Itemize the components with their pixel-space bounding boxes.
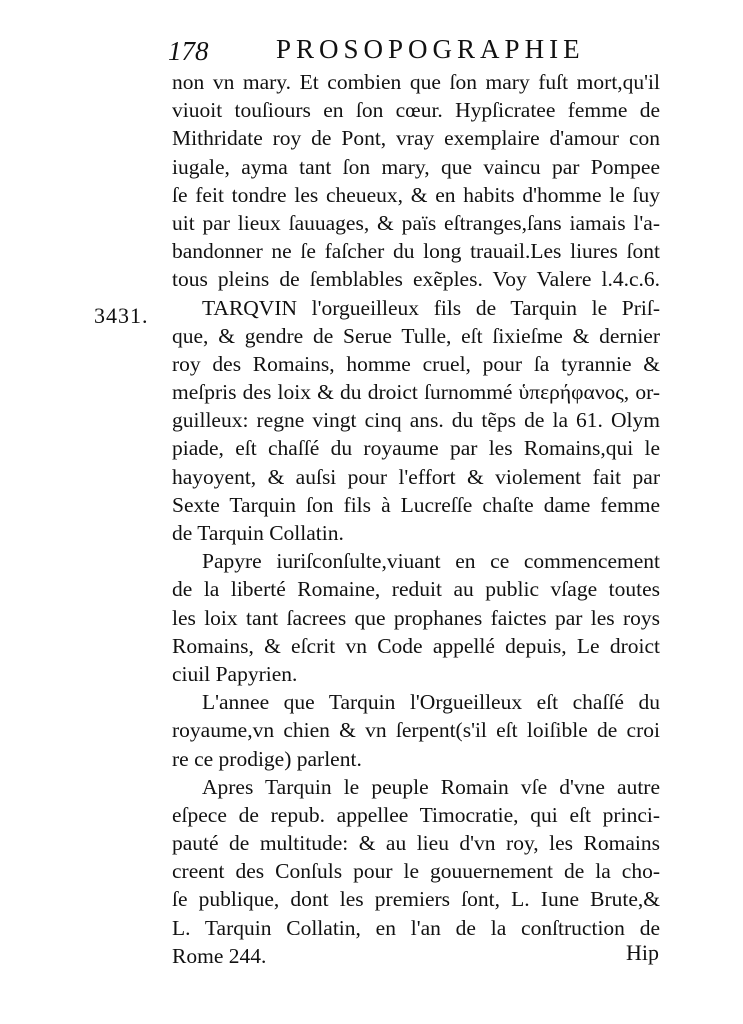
- text-line: de la liberté Romaine, reduit au public vſage toutes: [172, 577, 660, 602]
- paragraph-start-papyre: Papyre iuriſconſulte,viuant en ce commencement: [202, 549, 660, 574]
- text-line: creent des Conſuls pour le gouuernement de la cho-: [172, 859, 660, 884]
- text-line: bandonner ne ſe faſcher du long trauail.Les liures ſont: [172, 239, 660, 264]
- text-line: piade, eſt chaſſé du royaume par les Romains,qui le: [172, 436, 660, 461]
- paragraph-start-annee: L'annee que Tarquin l'Orgueilleux eſt chaſſé du: [202, 690, 660, 715]
- text-line: iugale, ayma tant ſon mary, que vaincu par Pompee: [172, 154, 660, 179]
- text-line: guilleux: regne vingt cinq ans. du tẽps de la 61. Olym: [172, 408, 660, 433]
- text-line: re ce prodige) parlent.: [172, 746, 362, 771]
- text-line: que, & gendre de Serue Tulle, eſt ſixieſme & dernier: [172, 323, 660, 348]
- text-line: ciuil Papyrien.: [172, 661, 298, 686]
- text-line: Rome 244.: [172, 943, 267, 968]
- page-header: [168, 34, 668, 68]
- paragraph-start-apres: Apres Tarquin le peuple Romain vſe d'vne autre: [202, 774, 660, 799]
- text-line: uit par lieux ſauuages, & païs eſtranges,ſans iamais l'a-: [172, 210, 660, 235]
- text-line: ſe feit tondre les cheueux, & en habits d'homme le ſuy: [172, 182, 660, 207]
- catchword: Hip: [626, 940, 659, 965]
- text-line: de Tarquin Collatin.: [172, 521, 344, 545]
- text-line: Sexte Tarquin ſon fils à Lucreſſe chaſte dame femme: [172, 492, 660, 517]
- text-line: viuoit touſiours en ſon cœur. Hypſicratee femme de: [172, 98, 660, 123]
- text-line: Mithridate roy de Pont, vray exemplaire d'amour con: [172, 126, 660, 151]
- text-line: meſpris des loix & du droict ſurnommé ὑπερήφανος, or-: [172, 380, 660, 405]
- margin-note: 3431.: [94, 303, 149, 328]
- text-line: eſpece de repub. appellee Timocratie, qui eſt princi-: [172, 802, 660, 827]
- text-line: Romains, & eſcrit vn Code appellé depuis, Le droict: [172, 633, 660, 658]
- page-number: 178: [168, 36, 209, 66]
- paragraph-start-tarquin: TARQVIN l'orgueilleux fils de Tarquin le Priſ-: [202, 295, 660, 320]
- text-line: royaume,vn chien & vn ſerpent(s'il eſt loiſible de croi: [172, 718, 660, 743]
- text-line: tous pleins de ſemblables exẽples. Voy Valere l.4.c.6.: [172, 267, 660, 292]
- text-line: les loix tant ſacrees que prophanes faictes par les roys: [172, 605, 660, 630]
- text-line: hayoyent, & auſsi pour l'effort & violement fait par: [172, 464, 660, 489]
- text-line: pauté de multitude: & au lieu d'vn roy, les Romains: [172, 831, 660, 856]
- text-line: roy des Romains, homme cruel, pour ſa tyrannie &: [172, 351, 660, 376]
- running-title: PROSOPOGRAPHIE: [276, 34, 585, 64]
- text-line: ſe publique, dont les premiers ſont, L. Iune Brute,&: [172, 887, 660, 912]
- body-text: [172, 68, 660, 970]
- text-line: L. Tarquin Collatin, en l'an de la conſtruction de: [172, 915, 660, 940]
- text-line: non vn mary. Et combien que ſon mary fuſt mort,qu'il: [172, 70, 660, 94]
